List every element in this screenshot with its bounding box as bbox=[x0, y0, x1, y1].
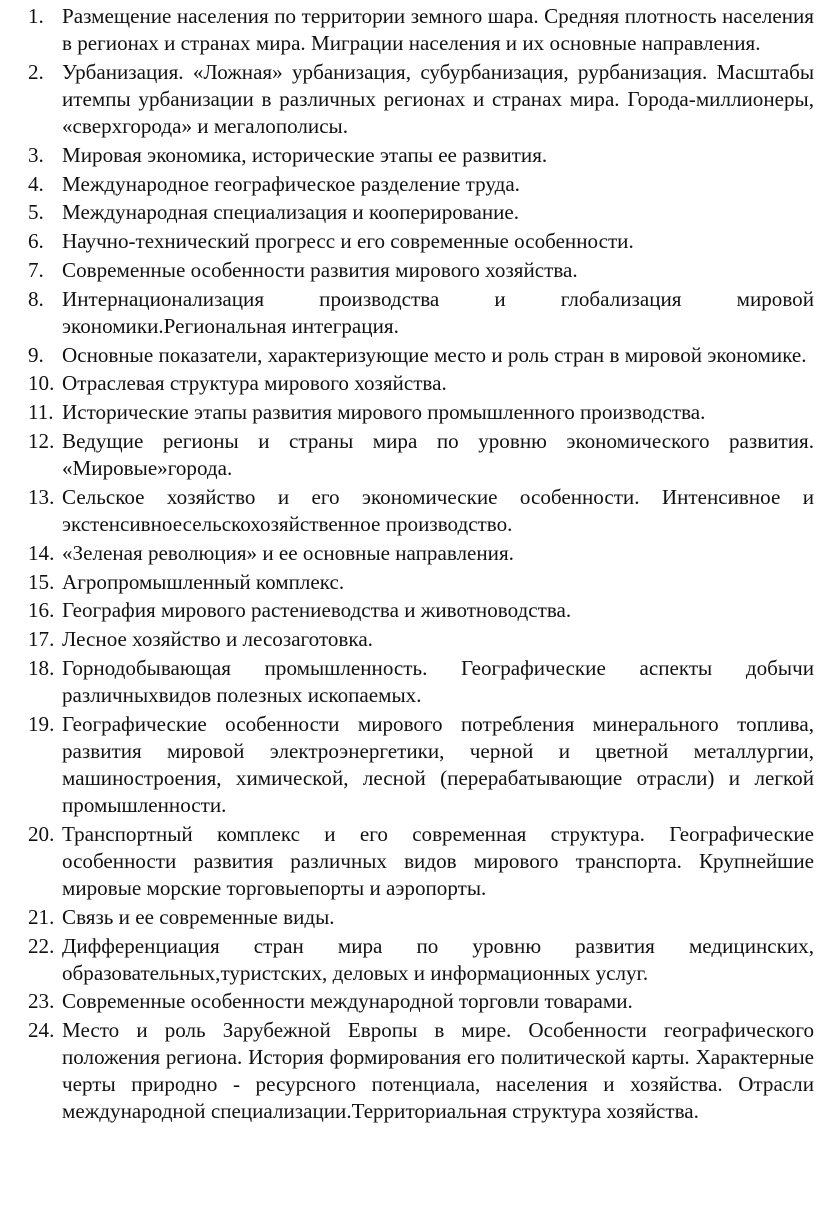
list-item bbox=[28, 3, 816, 57]
item-text: Международная специализация и кооперирование. bbox=[62, 200, 520, 225]
item-number: 9. bbox=[28, 342, 44, 367]
list-item bbox=[28, 228, 816, 255]
item-text: Лесное хозяйство и лесозаготовка. bbox=[62, 627, 373, 652]
item-number: 4. bbox=[28, 171, 44, 196]
item-text: Связь и ее современные виды. bbox=[62, 904, 335, 929]
item-number: 18. bbox=[28, 655, 55, 680]
item-number: 24. bbox=[28, 1018, 55, 1043]
item-number: 21. bbox=[28, 904, 55, 929]
item-number: 16. bbox=[28, 598, 55, 623]
item-number: 14. bbox=[28, 540, 55, 565]
item-number: 11. bbox=[28, 400, 54, 425]
item-text: «Зеленая революция» и ее основные направления. bbox=[62, 540, 514, 565]
item-number: 8. bbox=[28, 286, 44, 311]
list-item bbox=[28, 257, 816, 284]
item-number: 19. bbox=[28, 711, 55, 736]
list-item bbox=[28, 655, 816, 709]
item-text: Отраслевая структура мирового хозяйства. bbox=[62, 371, 447, 396]
item-text: Международное географическое разделение труда. bbox=[62, 171, 520, 196]
item-number: 2. bbox=[28, 59, 44, 84]
list-item bbox=[28, 59, 816, 140]
item-text: Урбанизация. «Ложная» урбанизация, субурбанизация, рурбанизация. Масштабы итемпы урбанизации в различных регионах и странах мира. Города-миллионеры, «сверхгорода» и мегалополисы. bbox=[62, 59, 814, 139]
item-text: Научно-технический прогресс и его современные особенности. bbox=[62, 229, 634, 254]
list-item bbox=[28, 597, 816, 624]
item-text: Исторические этапы развития мирового промышленного производства. bbox=[62, 400, 706, 425]
item-text: Дифференциация стран мира по уровню развития медицинских, образовательных,туристских, деловых и информационных услуг. bbox=[62, 933, 814, 985]
item-text: Интернационализация производства и глобализация мировой экономики.Региональная интеграция. bbox=[62, 286, 814, 338]
list-item bbox=[28, 933, 816, 987]
list-item bbox=[28, 821, 816, 902]
list-item bbox=[28, 1017, 816, 1125]
list-item bbox=[28, 540, 816, 567]
item-number: 13. bbox=[28, 484, 55, 509]
list-item bbox=[28, 142, 816, 169]
list-item bbox=[28, 569, 816, 596]
item-number: 10. bbox=[28, 371, 55, 396]
item-text: Географические особенности мирового потребления минерального топлива, развития мировой электроэнергетики, черной и цветной металлургии, машиностроения, химической, лесной (перерабатывающие отрасли) и легкой промышленности. bbox=[62, 711, 814, 817]
list-item bbox=[28, 484, 816, 538]
list-item bbox=[28, 399, 816, 426]
item-text: Горнодобывающая промышленность. Географические аспекты добычи различныхвидов полезных ископаемых. bbox=[62, 655, 814, 707]
item-text: Ведущие регионы и страны мира по уровню экономического развития. «Мировые»города. bbox=[62, 428, 814, 481]
item-text: Мировая экономика, исторические этапы ее развития. bbox=[62, 142, 548, 167]
document-page bbox=[28, 3, 816, 1127]
item-number: 23. bbox=[28, 989, 55, 1014]
item-number: 5. bbox=[28, 200, 44, 225]
item-text: География мирового растениеводства и животноводства. bbox=[62, 598, 572, 623]
list-item bbox=[28, 988, 816, 1015]
item-text: Сельское хозяйство и его экономические особенности. Интенсивное и экстенсивноесельскохозяйственное производство. bbox=[62, 484, 814, 536]
item-number: 3. bbox=[28, 142, 44, 167]
list-item bbox=[28, 286, 816, 340]
topic-list bbox=[28, 3, 816, 1126]
list-item bbox=[28, 711, 816, 819]
item-number: 17. bbox=[28, 627, 55, 652]
item-text: Место и роль Зарубежной Европы в мире. Особенности географического положения региона. История формирования его политической карты. Характерные черты природно - ресурсного потенциала, населения и хозяйства. Отрасли международной специализации.Территориальная структура хозяйства. bbox=[62, 1018, 814, 1124]
item-number: 20. bbox=[28, 821, 55, 846]
item-text: Транспортный комплекс и его современная структура. Географические особенности развития различных видов мирового транспорта. Крупнейшие мировые морские торговыепорты и аэропорты. bbox=[62, 821, 814, 900]
item-text: Современные особенности международной торговли товарами. bbox=[62, 989, 633, 1014]
item-number: 22. bbox=[28, 933, 55, 958]
list-item bbox=[28, 199, 816, 226]
item-text: Современные особенности развития мирового хозяйства. bbox=[62, 257, 578, 282]
item-text: Размещение населения по территории земного шара. Средняя плотность населения в регионах и странах мира. Миграции населения и их основные направления. bbox=[62, 4, 814, 56]
item-number: 12. bbox=[28, 428, 55, 453]
list-item bbox=[28, 904, 816, 931]
item-text: Основные показатели, характеризующие место и роль стран в мировой экономике. bbox=[62, 342, 807, 367]
item-number: 6. bbox=[28, 229, 44, 254]
list-item bbox=[28, 171, 816, 198]
list-item bbox=[28, 342, 816, 369]
item-number: 15. bbox=[28, 569, 55, 594]
item-number: 1. bbox=[28, 4, 44, 28]
list-item bbox=[28, 370, 816, 397]
list-item bbox=[28, 428, 816, 482]
item-text: Агропромышленный комплекс. bbox=[62, 569, 345, 594]
item-number: 7. bbox=[28, 257, 44, 282]
list-item bbox=[28, 626, 816, 653]
